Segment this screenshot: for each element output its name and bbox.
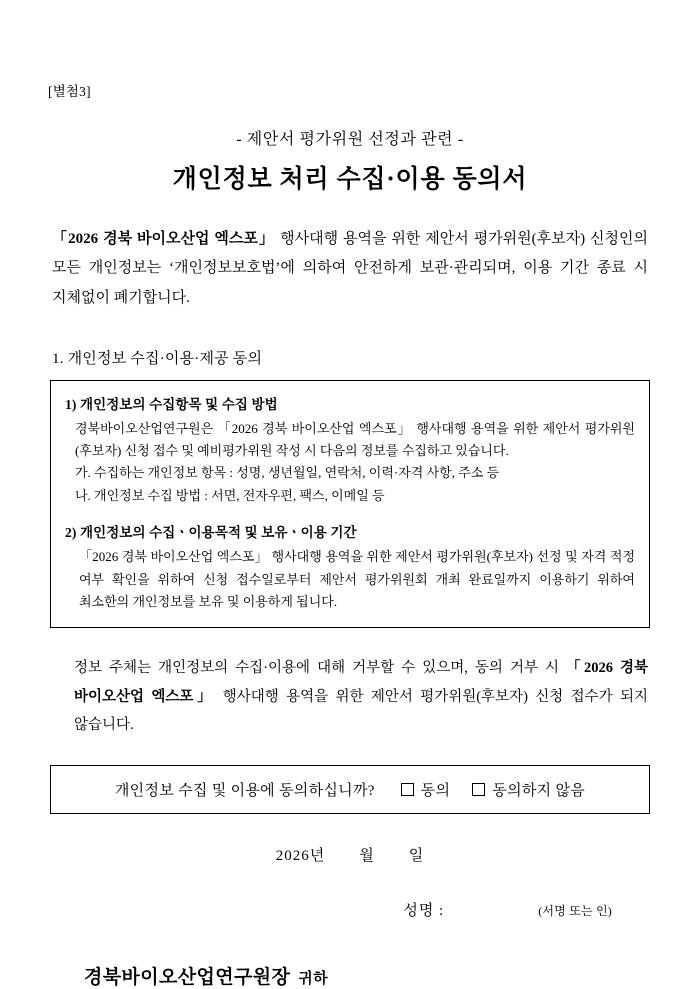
consent-option-agree-label: 동의: [420, 783, 451, 800]
refusal-text-2: 행사대행 용역을 위한 제안서 평가위원(후보자) 신청 접수가 되지 않습니다.: [74, 688, 648, 733]
refusal-text-1: 정보 주체는 개인정보의 수집·이용에 대해 거부할 수 있으며, 동의 거부 시: [74, 660, 567, 677]
consent-item1-number: 1): [65, 396, 77, 412]
consent-details-box: [50, 380, 650, 629]
consent-question-label: 개인정보 수집 및 이용에 동의하십니까?: [114, 783, 375, 800]
document-subtitle: - 제안서 평가위원 선정과 관련 -: [236, 131, 464, 148]
date-day: 일: [408, 848, 425, 865]
footer-organization-name: 경북바이오산업연구원장: [84, 967, 291, 989]
consent-item1-sub-b: 나. 개인정보 수집 방법 : 서면, 전자우편, 팩스, 이메일 등: [75, 487, 385, 503]
consent-item1-label: 개인정보의 수집항목 및 수집 방법: [79, 396, 278, 412]
consent-item1-body: 경북바이오산업연구원은 「2026 경북 바이오산업 엑스포」 행사대행 용역을 위한 제안서 평가위원(후보자) 신청 접수 및 예비평가위원 작성 시 다음의 정보를 수집하고 있습니다.: [75, 420, 635, 459]
signature-name-label: 성명 :: [403, 903, 445, 920]
date-year: 2026년: [275, 848, 326, 865]
date-month: 월: [359, 848, 375, 865]
consent-item1-title: [65, 393, 635, 413]
consent-option-disagree-label: 동의하지 않음: [492, 783, 586, 800]
consent-item2-number: 2): [65, 525, 77, 541]
footer-to-label: 귀하: [298, 971, 329, 988]
consent-item2-label: 개인정보의 수집ㆍ이용목적 및 보유ㆍ이용 기간: [79, 525, 357, 541]
consent-question-box: [50, 765, 650, 814]
consent-item2-body: 「2026 경북 바이오산업 엑스포」 행사대행 용역을 위한 제안서 평가위원(후보자) 선정 및 자격 적정 여부 확인을 위하여 신청 접수일로부터 제안서 평가위원회 개최 완료일까지 이용하기 위하여 최소한의 개인정보를 보유 및 이용하게 됩니다.: [79, 549, 635, 609]
intro-expo-name: 「2026 경북 바이오산업 엑스포」: [52, 231, 276, 247]
section-heading: 1. 개인정보 수집·이용·제공 동의: [52, 350, 263, 367]
consent-item1-sub-a: 가. 수집하는 개인정보 항목 : 성명, 생년월일, 연락처, 이력·자격 사항, 주소 등: [75, 465, 500, 481]
signature-seal-note: (서명 또는 인): [538, 904, 612, 919]
checkbox-icon-agree[interactable]: [401, 783, 414, 796]
consent-option-disagree[interactable]: [472, 783, 585, 799]
document-title: 개인정보 처리 수집·이용 동의서: [172, 166, 528, 193]
footer-organization: [84, 962, 652, 989]
refusal-notice: [52, 654, 648, 739]
checkbox-icon-disagree[interactable]: [472, 783, 485, 796]
consent-option-agree[interactable]: [401, 783, 451, 799]
date-line: [48, 844, 652, 865]
intro-text: 행사대행 용역을 위한 제안서 평가위원(후보자) 신청인의 모든 개인정보는 ‘개인정보보호법’에 의하여 안전하게 보관·관리되며, 이용 기간 종료 시 지체없이 폐기합니다.: [52, 231, 649, 306]
signature-row: [48, 899, 612, 920]
consent-item2-title: [65, 521, 635, 541]
attachment-tag: [별첨3]: [48, 84, 91, 99]
intro-paragraph: [48, 225, 652, 313]
refusal-expo-name: 「2026 경북 바이오산업 엑스포」: [74, 660, 649, 705]
